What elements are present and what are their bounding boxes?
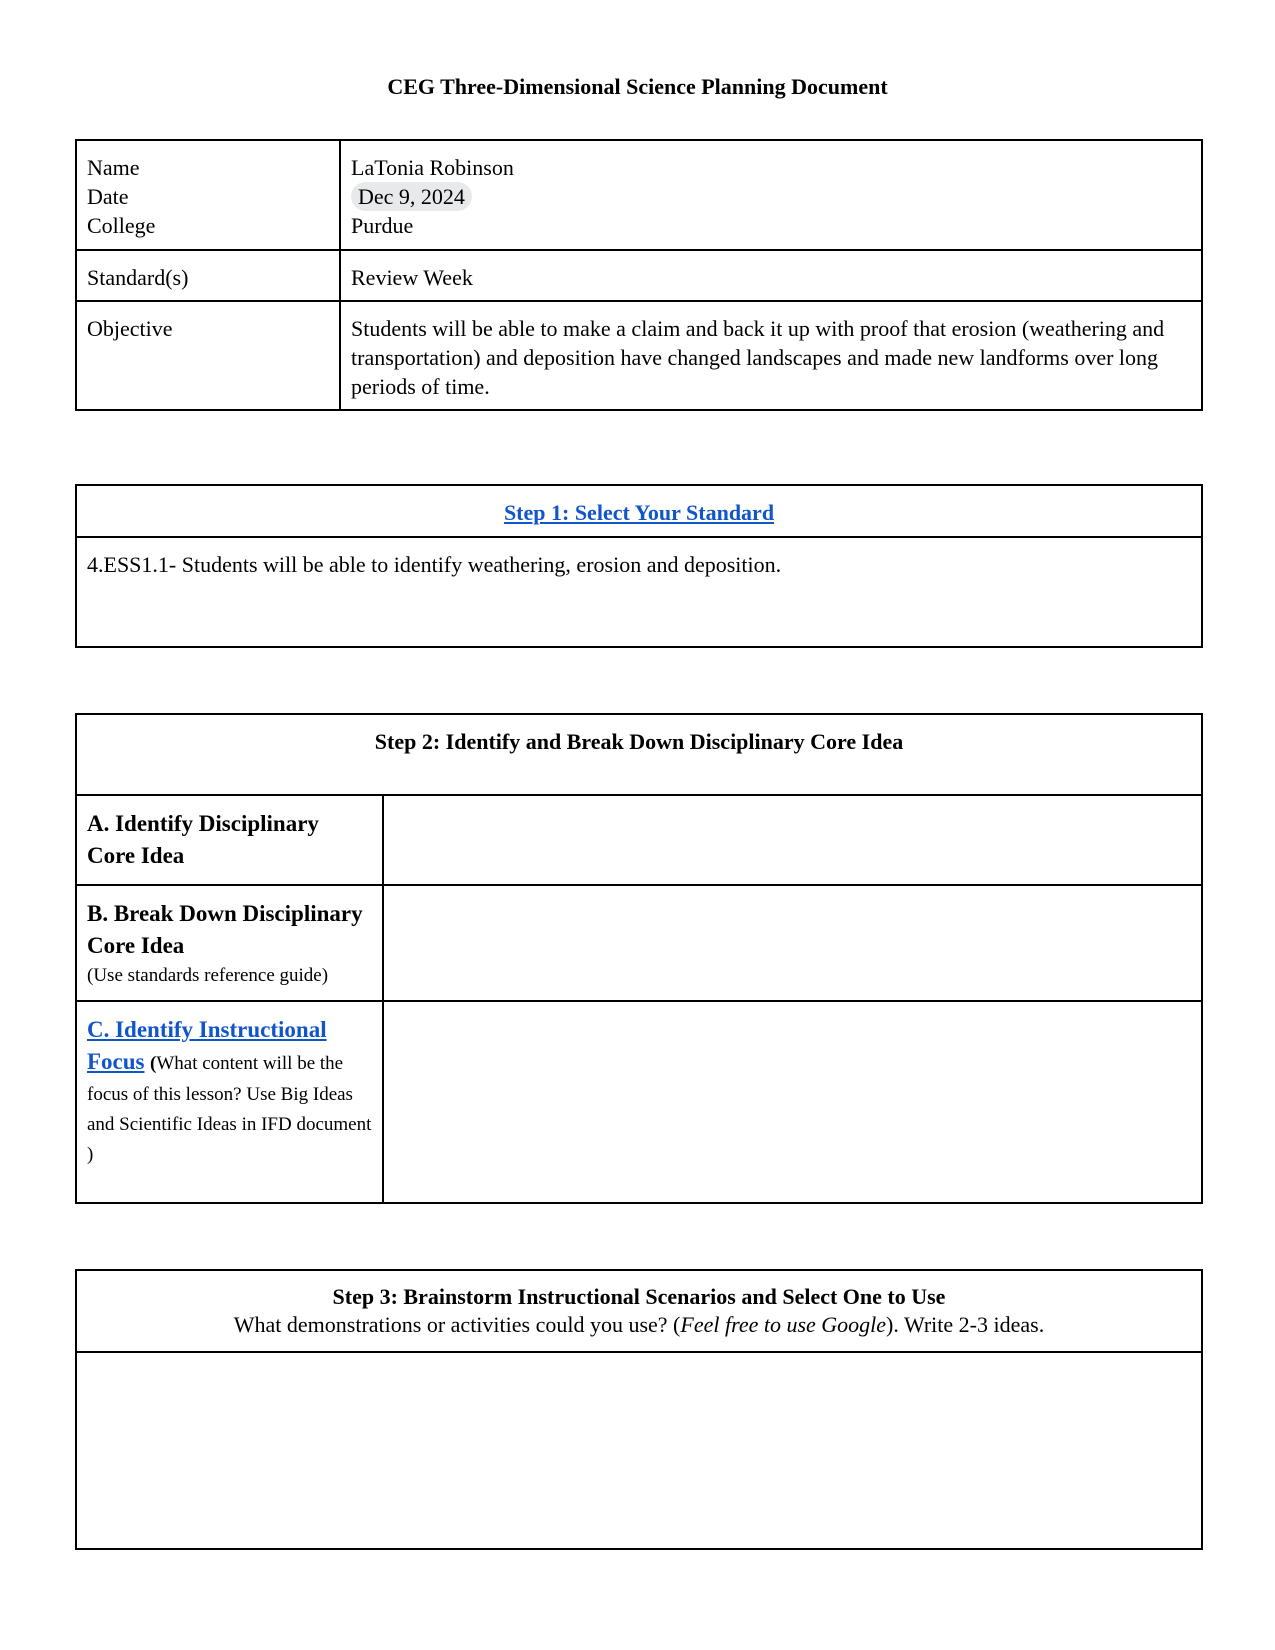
name-label: Name <box>87 155 140 180</box>
info-row-objective <box>76 301 1202 410</box>
step2-header-row <box>76 714 1202 795</box>
standards-label: Standard(s) <box>76 250 340 301</box>
name-value[interactable]: LaTonia Robinson <box>351 155 514 180</box>
step2-c-label-cell <box>76 1001 383 1203</box>
step3-prompt-after: ). Write 2-3 ideas. <box>886 1312 1045 1337</box>
step3-prompt-before: What demonstrations or activities could you use? ( <box>233 1312 681 1337</box>
step3-content-row <box>76 1352 1202 1549</box>
info-table <box>75 139 1203 411</box>
date-chip[interactable]: Dec 9, 2024 <box>351 182 472 211</box>
objective-value[interactable]: Students will be able to make a claim and back it up with proof that erosion (weathering and transportation) and deposition have changed landscapes and made new landforms over long periods of time. <box>340 301 1202 410</box>
college-label: College <box>87 213 156 238</box>
step1-table <box>75 484 1203 648</box>
step2-a-label: A. Identify Disciplinary Core Idea <box>87 811 319 868</box>
standards-value[interactable]: Review Week <box>340 250 1202 301</box>
step3-header-cell <box>76 1270 1202 1352</box>
step1-heading-link[interactable]: Step 1: Select Your Standard <box>503 500 775 525</box>
step2-table <box>75 713 1203 1204</box>
identity-values-cell <box>340 140 1202 250</box>
info-row-standards <box>76 250 1202 301</box>
step1-header-row <box>76 485 1202 537</box>
step2-b-label-cell <box>76 885 383 1001</box>
step2-a-label-cell <box>76 795 383 885</box>
college-value[interactable]: Purdue <box>351 213 414 238</box>
step2-c-note: What content will be the focus of this lesson? Use Big Ideas and Scientific Ideas in IFD document ) <box>87 1053 372 1165</box>
step3-prompt-italic: Feel free to use Google <box>680 1312 887 1337</box>
document-title: CEG Three-Dimensional Science Planning Document <box>387 74 888 99</box>
step2-heading: Step 2: Identify and Break Down Disciplinary Core Idea <box>76 714 1202 795</box>
step1-heading-cell <box>76 485 1202 537</box>
step3-table <box>75 1269 1203 1550</box>
step2-b-note: (Use standards reference guide) <box>87 965 329 986</box>
step2-row-b <box>76 885 1202 1001</box>
step3-input[interactable] <box>76 1352 1202 1549</box>
date-label: Date <box>87 184 129 209</box>
identity-labels-cell <box>76 140 340 250</box>
step2-b-label: B. Break Down Disciplinary Core Idea <box>87 901 363 958</box>
info-row-identity <box>76 140 1202 250</box>
step3-header-row <box>76 1270 1202 1352</box>
step2-c-link[interactable]: C. Identify Instructional Focus <box>87 1017 327 1074</box>
step2-row-c <box>76 1001 1202 1203</box>
step1-content[interactable]: 4.ESS1.1- Students will be able to identify weathering, erosion and deposition. <box>76 537 1202 647</box>
step3-prompt <box>87 1311 1191 1339</box>
step2-c-paren: ( <box>150 1053 157 1074</box>
step2-b-input[interactable] <box>383 885 1202 1001</box>
step3-heading: Step 3: Brainstorm Instructional Scenarios and Select One to Use <box>332 1284 946 1309</box>
step2-a-input[interactable] <box>383 795 1202 885</box>
objective-label: Objective <box>76 301 340 410</box>
step1-content-row <box>76 537 1202 647</box>
step2-c-input[interactable] <box>383 1001 1202 1203</box>
step2-row-a <box>76 795 1202 885</box>
